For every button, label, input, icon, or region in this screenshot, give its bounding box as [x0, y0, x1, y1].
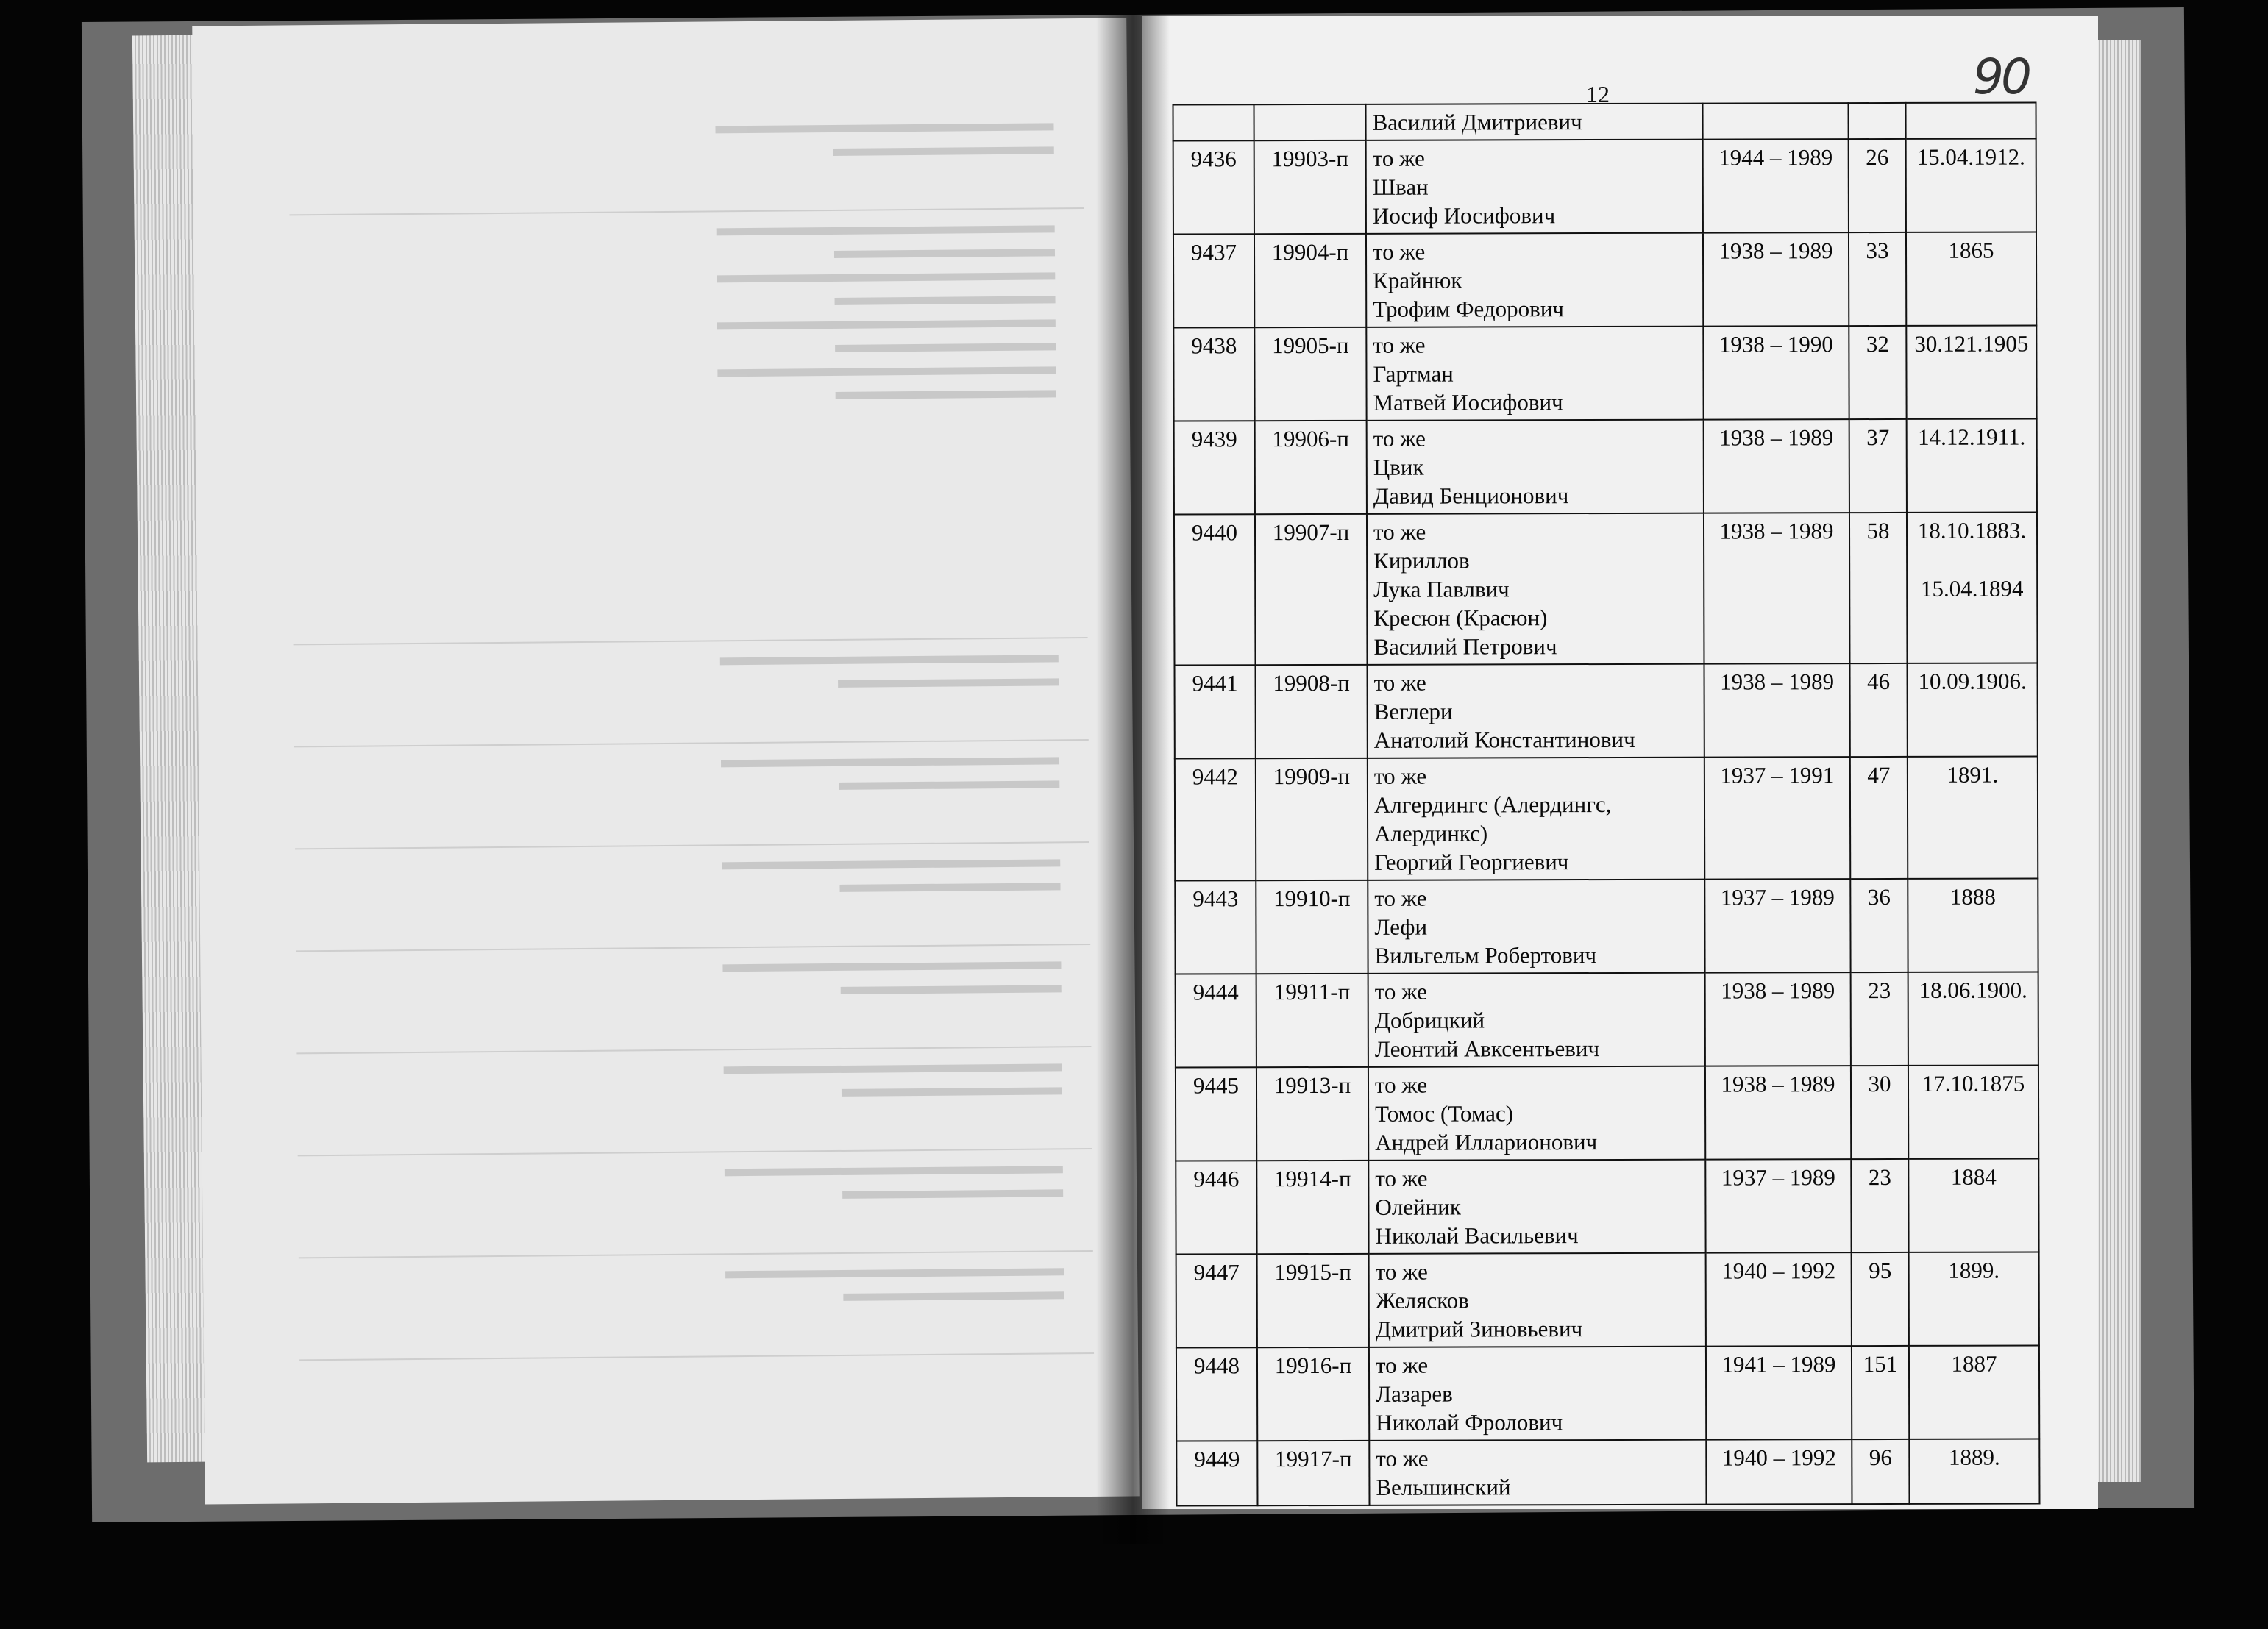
table-row	[1175, 663, 2038, 758]
name-line: Василий Дмитриевич	[1372, 109, 1582, 135]
record-number-cell: 9447	[1176, 1254, 1257, 1347]
case-code-cell: 19916-п	[1257, 1347, 1369, 1441]
years-cell: 1937 – 1989	[1704, 879, 1850, 973]
name-line: то же	[1372, 238, 1426, 265]
name-line: Добрицкий	[1374, 1007, 1485, 1033]
case-code-cell: 19911-п	[1256, 974, 1368, 1067]
name-line: Гартман	[1373, 360, 1454, 387]
birth-date-cell	[1909, 1345, 2039, 1439]
record-number-cell: 9449	[1176, 1441, 1257, 1505]
record-number-cell: 9444	[1176, 974, 1256, 1067]
birth-date-cell	[1906, 325, 2036, 418]
name-line: Олейник	[1375, 1194, 1461, 1220]
record-number-cell: 9442	[1175, 758, 1256, 880]
table-row	[1173, 102, 2036, 140]
name-line: Алгердингс (Алердингс,	[1373, 791, 1612, 818]
birth-date: 18.06.1900.	[1919, 977, 2027, 1003]
case-code-cell: 19910-п	[1256, 880, 1368, 974]
record-number-cell: 9440	[1174, 514, 1256, 665]
table-row	[1176, 1439, 2039, 1505]
name-line: то же	[1372, 145, 1425, 171]
table-row	[1176, 1252, 2039, 1347]
count-cell: 32	[1849, 326, 1906, 419]
birth-date-cell	[1906, 232, 2036, 325]
name-line: Шван	[1372, 174, 1429, 200]
name-line: Давид Бенционович	[1373, 482, 1569, 509]
name-line: Иосиф Иосифович	[1372, 202, 1556, 229]
name-cell	[1369, 1347, 1706, 1441]
birth-date: 1899.	[1948, 1257, 2000, 1283]
count-cell: 46	[1850, 663, 1908, 757]
table-row	[1174, 512, 2038, 665]
record-number-cell	[1173, 104, 1254, 140]
name-line: Вильгельм Робертович	[1374, 942, 1597, 969]
count-cell: 33	[1849, 232, 1906, 326]
birth-date: 18.10.1883.	[1917, 517, 2027, 543]
record-number-cell: 9445	[1176, 1067, 1256, 1161]
case-code-cell: 19915-п	[1257, 1254, 1369, 1347]
count-cell: 96	[1852, 1439, 1909, 1504]
birth-date: 14.12.1911.	[1918, 424, 2026, 450]
case-code-cell: 19908-п	[1256, 665, 1368, 758]
count-cell: 95	[1852, 1252, 1909, 1346]
record-number-cell: 9438	[1173, 327, 1254, 421]
name-line: то же	[1374, 978, 1427, 1005]
case-code-cell: 19907-п	[1255, 514, 1368, 665]
birth-date-cell	[1907, 663, 2037, 756]
name-line: Алердинкс)	[1374, 820, 1488, 846]
years-cell: 1938 – 1989	[1703, 232, 1849, 327]
birth-date: 1884	[1950, 1163, 1997, 1190]
name-line: то же	[1375, 1258, 1428, 1285]
name-line: Кириллов	[1373, 547, 1470, 574]
case-code-cell: 19917-п	[1257, 1441, 1369, 1505]
birth-date: 30.121.1905	[1914, 330, 2029, 357]
name-cell	[1366, 233, 1703, 327]
name-line: Лефи	[1374, 913, 1428, 940]
name-cell	[1368, 880, 1704, 974]
name-line: то же	[1374, 885, 1427, 911]
record-number-cell: 9439	[1174, 421, 1255, 514]
birth-date: 17.10.1875	[1922, 1070, 2025, 1097]
case-code-cell: 19904-п	[1254, 234, 1366, 327]
birth-date: 1888	[1949, 883, 1996, 910]
case-code-cell: 19909-п	[1256, 758, 1368, 880]
years-cell: 1937 – 1991	[1704, 757, 1850, 880]
birth-date-cell	[1908, 972, 2038, 1065]
name-line: Андрей Илларионович	[1375, 1129, 1598, 1155]
count-cell: 47	[1850, 757, 1908, 879]
name-cell	[1368, 664, 1704, 758]
table-row	[1173, 232, 2036, 327]
name-line: Лазарев	[1376, 1380, 1453, 1407]
years-cell	[1703, 103, 1849, 140]
name-line: Анатолий Константинович	[1373, 726, 1635, 753]
case-code-cell: 19903-п	[1254, 140, 1366, 234]
count-cell: 30	[1851, 1066, 1908, 1159]
count-cell: 23	[1851, 972, 1908, 1066]
birth-date: 15.04.1894	[1920, 575, 2024, 602]
record-number-cell: 9441	[1175, 665, 1256, 758]
name-line: то же	[1376, 1445, 1429, 1472]
name-line: Цвик	[1373, 454, 1424, 480]
table-row	[1176, 1345, 2039, 1441]
years-cell: 1944 – 1989	[1703, 139, 1849, 233]
count-cell: 151	[1852, 1346, 1909, 1439]
table-row	[1173, 138, 2036, 234]
table-row	[1173, 325, 2036, 421]
name-line: Кресюн (Красюн)	[1373, 605, 1548, 631]
birth-date: 15.04.1912.	[1916, 143, 2025, 170]
count-cell: 26	[1849, 139, 1906, 232]
name-line: то же	[1375, 1165, 1428, 1191]
name-line: то же	[1373, 763, 1427, 789]
table-row	[1175, 878, 2038, 974]
years-cell: 1938 – 1990	[1703, 326, 1849, 420]
name-line: Матвей Иосифович	[1373, 389, 1563, 416]
years-cell: 1937 – 1989	[1705, 1159, 1851, 1253]
name-line: то же	[1373, 518, 1426, 545]
count-cell	[1849, 103, 1906, 139]
years-cell: 1938 – 1989	[1704, 663, 1850, 758]
count-cell: 58	[1849, 513, 1908, 663]
name-line: Леонтий Авксентьевич	[1374, 1035, 1600, 1062]
birth-date-cell	[1907, 418, 2037, 512]
birth-date-cell	[1908, 756, 2038, 878]
years-cell: 1940 – 1992	[1706, 1252, 1852, 1347]
table-row	[1176, 972, 2038, 1067]
name-line: Николай Васильевич	[1375, 1222, 1579, 1249]
record-number-cell: 9437	[1173, 234, 1254, 327]
record-number-cell: 9443	[1175, 880, 1256, 974]
name-line: Крайнюк	[1373, 267, 1462, 293]
table-row	[1174, 418, 2037, 514]
count-cell: 23	[1851, 1159, 1908, 1252]
page-number: 12	[1586, 81, 1610, 107]
years-cell: 1938 – 1989	[1705, 1066, 1851, 1160]
case-code-cell: 19905-п	[1254, 327, 1366, 421]
name-line: Георгий Георгиевич	[1374, 849, 1569, 875]
name-cell	[1368, 1160, 1705, 1254]
case-code-cell	[1254, 104, 1366, 140]
birth-date-cell	[1909, 1252, 2039, 1345]
years-cell: 1940 – 1992	[1706, 1439, 1852, 1505]
name-cell	[1366, 104, 1703, 140]
birth-date: 1887	[1951, 1350, 1997, 1377]
book-spine	[1096, 15, 1170, 1544]
birth-date-cell	[1908, 1158, 2038, 1252]
birth-date-cell	[1908, 878, 2038, 972]
name-cell	[1367, 513, 1704, 665]
name-line: Дмитрий Зиновьевич	[1375, 1316, 1583, 1342]
name-line: то же	[1375, 1352, 1429, 1378]
register-table-body	[1173, 102, 2040, 1505]
years-cell: 1941 – 1989	[1706, 1346, 1852, 1440]
table-row	[1176, 1158, 2038, 1254]
case-code-cell: 19914-п	[1256, 1161, 1368, 1254]
table-row	[1175, 756, 2038, 880]
record-number-cell: 9448	[1176, 1347, 1257, 1441]
birth-date: 1865	[1948, 237, 1994, 263]
name-cell	[1366, 327, 1703, 421]
show-through-text	[288, 107, 1094, 1393]
years-cell: 1938 – 1989	[1704, 513, 1850, 664]
name-line: Трофим Федорович	[1373, 296, 1565, 322]
left-page	[192, 18, 1139, 1504]
birth-date-cell	[1908, 1065, 2038, 1158]
count-cell: 37	[1849, 419, 1907, 513]
birth-date: 10.09.1906.	[1918, 668, 2027, 694]
name-line: Вельшинский	[1376, 1474, 1511, 1500]
name-line: то же	[1373, 425, 1426, 452]
name-cell	[1366, 140, 1703, 234]
record-number-cell: 9436	[1173, 140, 1254, 234]
name-line: Василий Петрович	[1373, 633, 1557, 660]
name-cell	[1369, 1440, 1706, 1505]
birth-date: 1891.	[1947, 761, 1999, 788]
name-line: Томос (Томас)	[1375, 1100, 1514, 1127]
name-line: то же	[1373, 669, 1426, 696]
name-line: то же	[1374, 1072, 1428, 1098]
name-line: Веглери	[1373, 698, 1453, 724]
name-line: Желясков	[1375, 1287, 1469, 1313]
birth-date-cell	[1907, 512, 2038, 663]
record-number-cell: 9446	[1176, 1161, 1256, 1254]
name-cell	[1368, 1066, 1705, 1161]
birth-date-cell	[1906, 138, 2036, 232]
name-cell	[1369, 1253, 1706, 1347]
name-line: Николай Фролович	[1376, 1409, 1563, 1436]
years-cell: 1938 – 1989	[1704, 419, 1849, 513]
case-code-cell: 19913-п	[1256, 1067, 1368, 1161]
name-cell	[1368, 758, 1704, 880]
birth-date-cell	[1906, 102, 2036, 138]
birth-date: 1889.	[1948, 1444, 2000, 1470]
name-line: то же	[1373, 332, 1426, 358]
years-cell: 1938 – 1989	[1705, 972, 1851, 1066]
count-cell: 36	[1850, 879, 1908, 972]
name-cell	[1367, 420, 1704, 514]
handwritten-folio-number: 90	[1973, 49, 2029, 105]
name-line: Лука Павлвич	[1373, 576, 1510, 602]
birth-date-cell	[1909, 1439, 2039, 1503]
case-code-cell: 19906-п	[1255, 421, 1367, 514]
register-table	[1173, 101, 2041, 1506]
name-cell	[1368, 973, 1705, 1067]
table-row	[1176, 1065, 2038, 1161]
